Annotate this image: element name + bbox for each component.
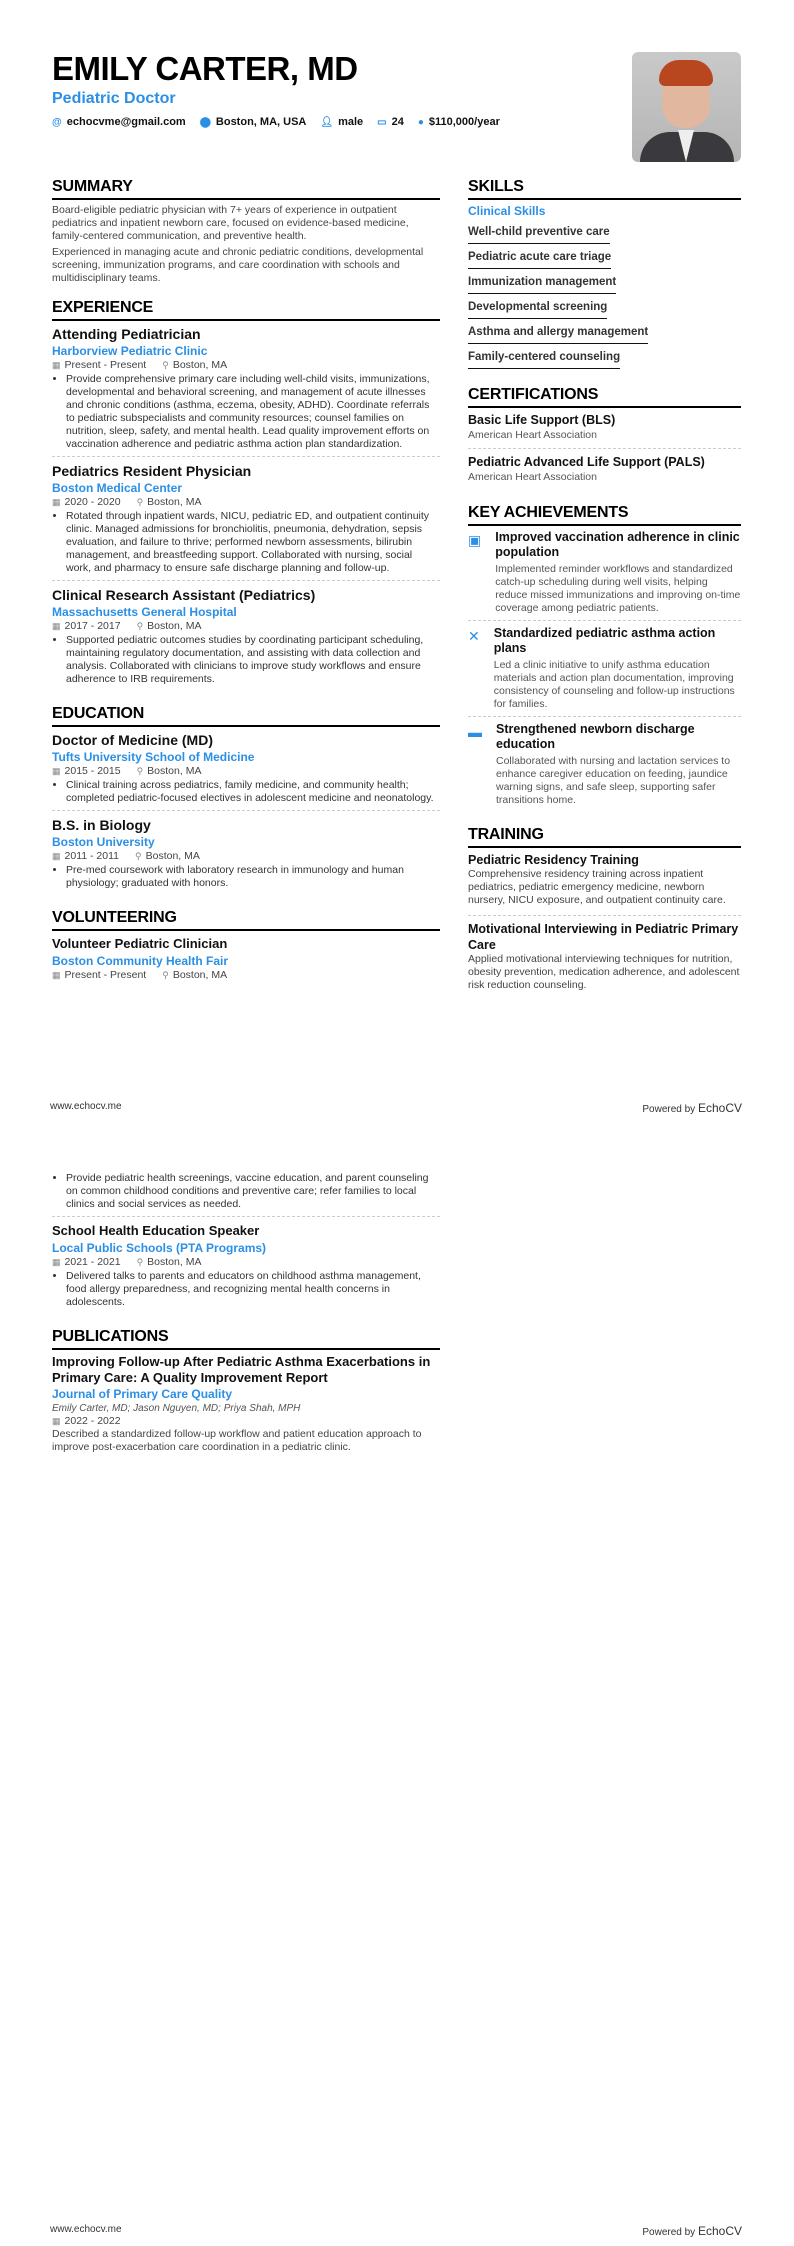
achievement-title: Improved vaccination adherence in clinic population: [495, 530, 740, 559]
section-title: KEY ACHIEVEMENTS: [468, 504, 741, 526]
employer: Harborview Pediatric Clinic: [52, 344, 208, 358]
summary-paragraph: Experienced in managing acute and chronic pediatric conditions, developmental screening, immunization programs, and care coordination with schools and multidisciplinary teams.: [52, 246, 424, 284]
location-icon: ⚲: [136, 497, 144, 507]
experience-section: [52, 299, 440, 691]
experience-item: [52, 586, 440, 691]
bullet: • Provide comprehensive primary care including well-child visits, immunizations, developmental and behavioral screening, and management of acute illnesses and chronic conditions (asthma, eczema, obesity, ADHD). Coordinate referrals to pediatric subspecialists and community resources; counsel families on nutrition, sleep, safety, and mental health. Lead quality improvement efforts on vaccination adherence and pediatric asthma action plan standardization.: [66, 373, 440, 451]
achievement-desc: Implemented reminder workflows and standardized catch-up scheduling during well visits, helping reduce missed immunizations and improving on-time coverage among pediatric patients.: [495, 563, 741, 614]
calendar-icon: ▦: [52, 851, 61, 861]
location: Boston, MA: [172, 359, 228, 371]
dates: 2022 - 2022: [64, 1415, 121, 1427]
left-column-continued: [52, 1171, 440, 1468]
location: Boston, MA: [147, 620, 202, 632]
job-meta: [52, 620, 440, 633]
bullet: • Delivered talks to parents and educators on childhood asthma management, food allergy preparedness, and recognizing mental health concerns in adolescents.: [66, 1270, 440, 1309]
achievement-title: Strengthened newborn discharge education: [496, 722, 695, 751]
footer-site-link[interactable]: www.echocv.me: [50, 2224, 122, 2235]
volunteer-role: Volunteer Pediatric Clinician: [52, 936, 228, 951]
location-icon: ⚲: [136, 766, 144, 776]
job-meta: [52, 359, 440, 372]
person-icon: 👤︎: [320, 117, 334, 128]
location-text: Boston, MA, USA: [215, 116, 307, 128]
achievement-item: [468, 530, 741, 621]
tools-icon: ✕: [468, 628, 480, 644]
section-title: TRAINING: [468, 826, 741, 848]
footer-site-link[interactable]: www.echocv.me: [50, 1101, 122, 1112]
location: Boston, MA: [147, 1256, 202, 1268]
location-icon: ⚲: [136, 621, 144, 631]
achievements-section: [468, 504, 741, 812]
calendar-icon: ▦: [52, 1416, 61, 1426]
location: Boston, MA: [147, 496, 202, 508]
achievement-item: [468, 722, 741, 812]
dates: 2021 - 2021: [64, 1256, 121, 1268]
volunteer-meta: [52, 969, 440, 982]
bullet: • Pre-med coursework with laboratory research in immunology and human physiology; graduated with honors.: [66, 864, 440, 890]
contact-email[interactable]: [52, 116, 186, 128]
cert-name: Pediatric Advanced Life Support (PALS): [468, 455, 705, 469]
job-title: Pediatrics Resident Physician: [52, 463, 252, 479]
page-footer: [50, 2224, 742, 2238]
dollar-icon: ●: [417, 117, 424, 128]
dates: Present - Present: [64, 969, 147, 981]
dates: 2011 - 2011: [64, 850, 120, 862]
powered-label: Powered by: [642, 1104, 696, 1115]
achievement-desc: Led a clinic initiative to unify asthma education materials and action plan documentation, improving consistency of counseling and follow-up instructions for families.: [493, 659, 735, 710]
bullet: • Rotated through inpatient wards, NICU, pediatric ED, and outpatient continuity clinic. Managed admissions for bronchiolitis, pneumonia, dehydration, sepsis evaluation, and failure to thrive; performed newborn assessments, bilirubin management, and breastfeeding support. Collaborated with nursing, social work, and pharmacy to ensure safe discharge planning and follow-up.: [66, 510, 440, 575]
cert-issuer: American Heart Association: [468, 429, 597, 441]
profile-photo: [632, 52, 741, 162]
skill-category: Clinical Skills: [468, 204, 546, 218]
left-column: [52, 178, 440, 996]
job-title: Clinical Research Assistant (Pediatrics): [52, 587, 316, 603]
gender-text: male: [338, 116, 364, 128]
contact-salary: [418, 116, 500, 128]
calendar-icon: ▦: [52, 621, 61, 631]
edu-meta: [52, 765, 440, 778]
skill-item: Pediatric acute care triage: [468, 249, 611, 269]
bullet: • Clinical training across pediatrics, family medicine, and community health; completed pediatric-focused electives in adolescent medicine and neonatology.: [66, 779, 440, 805]
volunteering-continued: [52, 1172, 440, 1314]
cert-name: Basic Life Support (BLS): [468, 413, 616, 427]
location: Boston, MA: [147, 765, 202, 777]
dates: 2020 - 2020: [64, 496, 121, 508]
skill-item: Developmental screening: [468, 299, 607, 319]
degree: B.S. in Biology: [52, 817, 151, 833]
skill-item: Well-child preventive care: [468, 224, 610, 244]
calendar-icon: ▦: [52, 766, 61, 776]
resume-header: [52, 50, 500, 128]
publications-section: [52, 1328, 440, 1454]
training-desc: Comprehensive residency training across inpatient pediatrics, pediatric emergency medicine, newborn nursery, NICU exposure, and outpatient continuity care.: [468, 868, 726, 906]
publication-authors: Emily Carter, MD; Jason Nguyen, MD; Priya Shah, MPH: [52, 1403, 301, 1414]
right-column: [468, 178, 741, 1014]
footer-powered: [642, 1101, 742, 1115]
certifications-section: [468, 386, 741, 490]
brand-name: EchoCV: [697, 2224, 742, 2238]
salary-text: $110,000/year: [428, 116, 500, 128]
location: Boston, MA: [145, 850, 200, 862]
school: Boston University: [52, 835, 155, 849]
achievement-title: Standardized pediatric asthma action plans: [493, 626, 716, 655]
publication-meta: [52, 1415, 440, 1428]
achievement-item: [468, 626, 741, 717]
calendar-icon: ▦: [52, 970, 61, 980]
summary-paragraph: Board-eligible pediatric physician with 7+ years of experience in outpatient pediatrics and inpatient newborn care, focused on evidence-based medicine, family-centered communication, and preventive health.: [52, 204, 409, 242]
achievement-desc: Collaborated with nursing and lactation services to enhance caregiver education on feeding, jaundice warning signs, and safe sleep, supporting safer transitions home.: [496, 755, 731, 806]
edu-meta: [52, 850, 440, 863]
age-text: 24: [391, 116, 404, 128]
email-text: echocvme@gmail.com: [66, 116, 186, 128]
publication-journal: Journal of Primary Care Quality: [52, 1387, 233, 1401]
contact-age: [377, 116, 404, 128]
job-title: Attending Pediatrician: [52, 326, 201, 342]
employer: Massachusetts General Hospital: [52, 605, 237, 619]
training-title: Pediatric Residency Training: [468, 853, 639, 867]
section-title: EXPERIENCE: [52, 299, 440, 321]
section-title: VOLUNTEERING: [52, 909, 440, 931]
calendar-icon: ▦: [52, 1257, 61, 1267]
bullet: • Supported pediatric outcomes studies by coordinating participant scheduling, maintaining regulatory documentation, and assisting with data collection and analysis. Collaborated with clinicians to improve study workflows and ensure adherence to IRB requirements.: [66, 634, 440, 686]
contact-gender: [320, 116, 363, 128]
education-section: [52, 705, 440, 895]
contact-info: [52, 116, 500, 128]
volunteer-meta: [52, 1256, 440, 1269]
powered-label: Powered by: [642, 2227, 696, 2238]
section-title: EDUCATION: [52, 705, 440, 727]
location-icon: ⚲: [136, 1257, 144, 1267]
brand-name: EchoCV: [697, 1101, 742, 1115]
calendar-icon: ▦: [52, 497, 61, 507]
location-icon: ⬤: [199, 117, 211, 128]
job-meta: [52, 496, 440, 509]
page-footer: [50, 1101, 742, 1115]
training-title: Motivational Interviewing in Pediatric Primary Care: [468, 922, 739, 952]
candidate-role: Pediatric Doctor: [52, 90, 176, 107]
monitor-icon: ▣: [468, 532, 482, 548]
publication-title: Improving Follow-up After Pediatric Asthma Exacerbations in Primary Care: A Quality Improvement Report: [52, 1354, 431, 1385]
employer: Boston Medical Center: [52, 481, 183, 495]
summary-section: [52, 178, 440, 285]
dates: Present - Present: [64, 359, 147, 371]
page-2: [0, 1123, 794, 2246]
training-section: [468, 826, 741, 1000]
education-item: [52, 731, 440, 811]
location-icon: ⚲: [162, 360, 169, 370]
experience-item: [52, 325, 440, 457]
training-item: [468, 921, 741, 1000]
bullet: • Provide pediatric health screenings, vaccine education, and parent counseling on common childhood conditions and preventive care; refer families to local clinics and social services as needed.: [66, 1172, 440, 1211]
location: Boston, MA: [172, 969, 228, 981]
skill-item: Family-centered counseling: [468, 349, 620, 369]
section-title: PUBLICATIONS: [52, 1328, 440, 1350]
cert-issuer: American Heart Association: [468, 471, 597, 483]
footer-powered: [642, 2224, 742, 2238]
education-item: [52, 816, 440, 895]
skill-list: [468, 222, 741, 372]
candidate-name: EMILY CARTER, MD: [52, 50, 358, 87]
experience-item: [52, 462, 440, 581]
at-icon: @: [52, 117, 62, 128]
certification-item: [468, 412, 741, 449]
calendar-icon: ▦: [52, 360, 61, 370]
volunteer-item: [52, 1172, 440, 1217]
location-icon: ⚲: [135, 851, 142, 861]
contact-location: [200, 116, 307, 128]
volunteer-org: Local Public Schools (PTA Programs): [52, 1241, 267, 1255]
volunteer-item: [52, 1222, 440, 1314]
section-title: SKILLS: [468, 178, 741, 200]
dates: 2015 - 2015: [64, 765, 121, 777]
dates: 2017 - 2017: [64, 620, 121, 632]
volunteer-role: School Health Education Speaker: [52, 1223, 260, 1238]
publication-desc: Described a standardized follow-up workflow and patient education approach to improve post-exacerbation care coordination in a pediatric clinic.: [52, 1428, 422, 1453]
skill-item: Asthma and allergy management: [468, 324, 648, 344]
skill-item: Immunization management: [468, 274, 616, 294]
chat-icon: ▬: [468, 724, 482, 740]
location-icon: ⚲: [162, 970, 169, 980]
training-item: [468, 852, 741, 916]
section-title: SUMMARY: [52, 178, 440, 200]
volunteering-section: [52, 909, 440, 982]
section-title: CERTIFICATIONS: [468, 386, 741, 408]
degree: Doctor of Medicine (MD): [52, 732, 213, 748]
volunteer-org: Boston Community Health Fair: [52, 954, 229, 968]
school: Tufts University School of Medicine: [52, 750, 255, 764]
training-desc: Applied motivational interviewing techniques for nutrition, obesity prevention, medication adherence, and adolescent risk reduction counseling.: [468, 953, 740, 991]
certification-item: [468, 454, 741, 490]
calendar-icon: ▭: [377, 117, 387, 128]
skills-section: [468, 178, 741, 372]
